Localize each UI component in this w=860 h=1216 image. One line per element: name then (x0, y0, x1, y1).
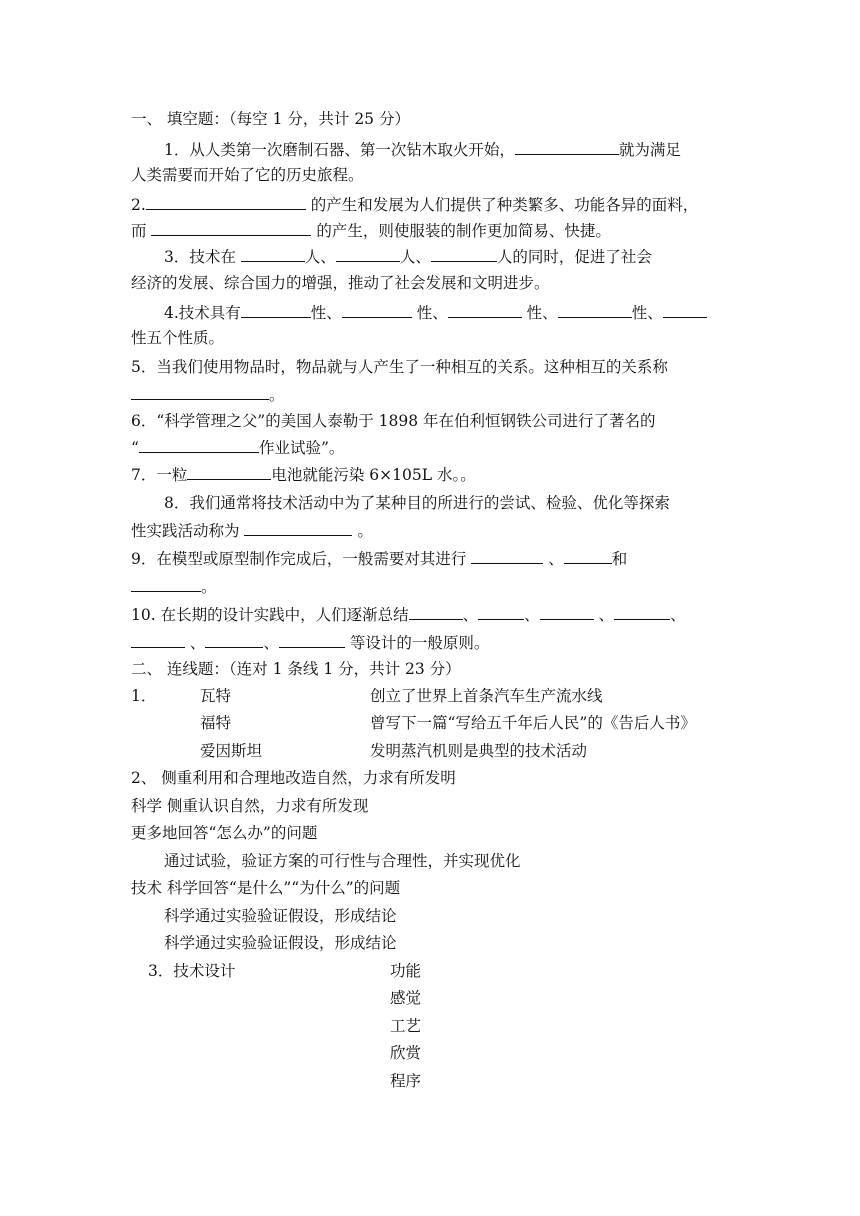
matching-q3-item[interactable]: 功能 (390, 962, 422, 980)
answer-blank[interactable] (663, 302, 707, 318)
question-9-cont: 。 (131, 576, 731, 597)
question-8-cont: 性实践活动称为 。 (131, 522, 373, 540)
matching-right-item[interactable]: 发明蒸汽机则是典型的技术活动 (370, 742, 588, 760)
question-9: 9．在模型或原型制作完成后，一般需要对其进行 、 和 (131, 550, 628, 568)
section1-title: 一、 填空题：（每空 1 分，共计 25 分） (131, 110, 410, 128)
matching-q2-line: 通过试验，验证方案的可行性与合理性，并实现优化 (164, 852, 521, 870)
question-4: 4.技术具有 性、 性、 性、 性、 (164, 302, 731, 323)
matching-q3-label: 3．技术设计 (148, 962, 236, 980)
answer-blank[interactable] (540, 604, 594, 620)
matching-left-item[interactable]: 瓦特 (200, 687, 232, 705)
answer-blank[interactable] (431, 246, 497, 262)
matching-right-item[interactable]: 曾写下一篇“写给五千年后人民”的《告后人书》 (370, 714, 696, 732)
question-3: 3．技术在 人、 人、 人的同时，促进了社会 (164, 248, 652, 266)
matching-q1-number: 1． (131, 687, 157, 705)
matching-q3-item[interactable]: 感觉 (390, 989, 422, 1007)
matching-q3-item[interactable]: 欣赏 (390, 1044, 422, 1062)
matching-q2-line: 更多地回答“怎么办”的问题 (131, 824, 318, 842)
answer-blank[interactable] (342, 302, 412, 318)
answer-blank[interactable] (279, 632, 345, 648)
answer-blank[interactable] (131, 632, 185, 648)
matching-right-item[interactable]: 创立了世界上首条汽车生产流水线 (370, 687, 603, 705)
answer-blank[interactable] (146, 194, 306, 210)
question-6-cont: “ 作业试验”。 (131, 439, 345, 457)
section2-title: 二、 连线题：（连对 1 条线 1 分，共计 23 分） (131, 660, 461, 678)
question-8: 8．我们通常将技术活动中为了某种目的所进行的尝试、检验、优化等探索 (164, 494, 670, 512)
matching-q2-line: 科学通过实验验证假设，形成结论 (164, 934, 397, 952)
question-6: 6．“科学管理之父”的美国人泰勒于 1898 年在伯利恒钢铁公司进行了著名的 (131, 412, 656, 430)
question-2-cont: 而 的产生，则使服装的制作更加简易、快捷。 (131, 222, 611, 240)
answer-blank[interactable] (558, 302, 632, 318)
answer-blank[interactable] (471, 548, 543, 564)
question-4-cont: 性五个性质。 (131, 329, 225, 347)
question-1-cont: 人类需要而开始了它的历史旅程。 (131, 166, 364, 184)
answer-blank[interactable] (187, 464, 271, 480)
answer-blank[interactable] (478, 604, 524, 620)
matching-q2-line: 科学通过实验验证假设，形成结论 (164, 907, 397, 925)
answer-blank[interactable] (336, 246, 400, 262)
matching-q3-item[interactable]: 工艺 (390, 1017, 422, 1035)
answer-blank[interactable] (614, 604, 670, 620)
question-5: 5．当我们使用物品时，物品就与人产生了一种相互的关系。这种相互的关系称 (131, 358, 668, 376)
question-1: 1．从人类第一次磨制石器、第一次钻木取火开始， 就为满足 (164, 141, 681, 159)
matching-left-item[interactable]: 福特 (200, 714, 232, 732)
answer-blank[interactable] (409, 604, 463, 620)
matching-q2-line: 科学 侧重认识自然，力求有所发现 (131, 797, 369, 815)
question-10-cont: 、 、 等设计的一般原则。 (131, 632, 731, 653)
answer-blank[interactable] (564, 548, 612, 564)
matching-q3-item[interactable]: 程序 (390, 1072, 422, 1090)
question-10: 10. 在长期的设计实践中，人们逐渐总结 、 、 、 、 (131, 606, 686, 624)
answer-blank[interactable] (131, 576, 201, 592)
answer-blank[interactable] (131, 384, 269, 400)
answer-blank[interactable] (241, 246, 305, 262)
answer-blank[interactable] (448, 302, 522, 318)
question-2: 2. 的产生和发展为人们提供了种类繁多、功能各异的面料， (131, 196, 699, 214)
answer-blank[interactable] (151, 220, 311, 236)
answer-blank[interactable] (244, 520, 352, 536)
matching-q2-line: 技术 科学回答“是什么”“为什么”的问题 (131, 879, 401, 897)
answer-blank[interactable] (241, 302, 311, 318)
answer-blank[interactable] (515, 139, 619, 155)
matching-q2-line: 2、 侧重利用和合理地改造自然，力求有所发明 (131, 769, 456, 787)
matching-left-item[interactable]: 爱因斯坦 (200, 742, 263, 760)
question-3-cont: 经济的发展、综合国力的增强，推动了社会发展和文明进步。 (131, 274, 550, 292)
question-5-cont: 。 (131, 384, 731, 405)
answer-blank[interactable] (205, 632, 263, 648)
question-7: 7．一粒 电池就能污染 6×105L 水。。 (131, 466, 476, 484)
answer-blank[interactable] (139, 437, 259, 453)
